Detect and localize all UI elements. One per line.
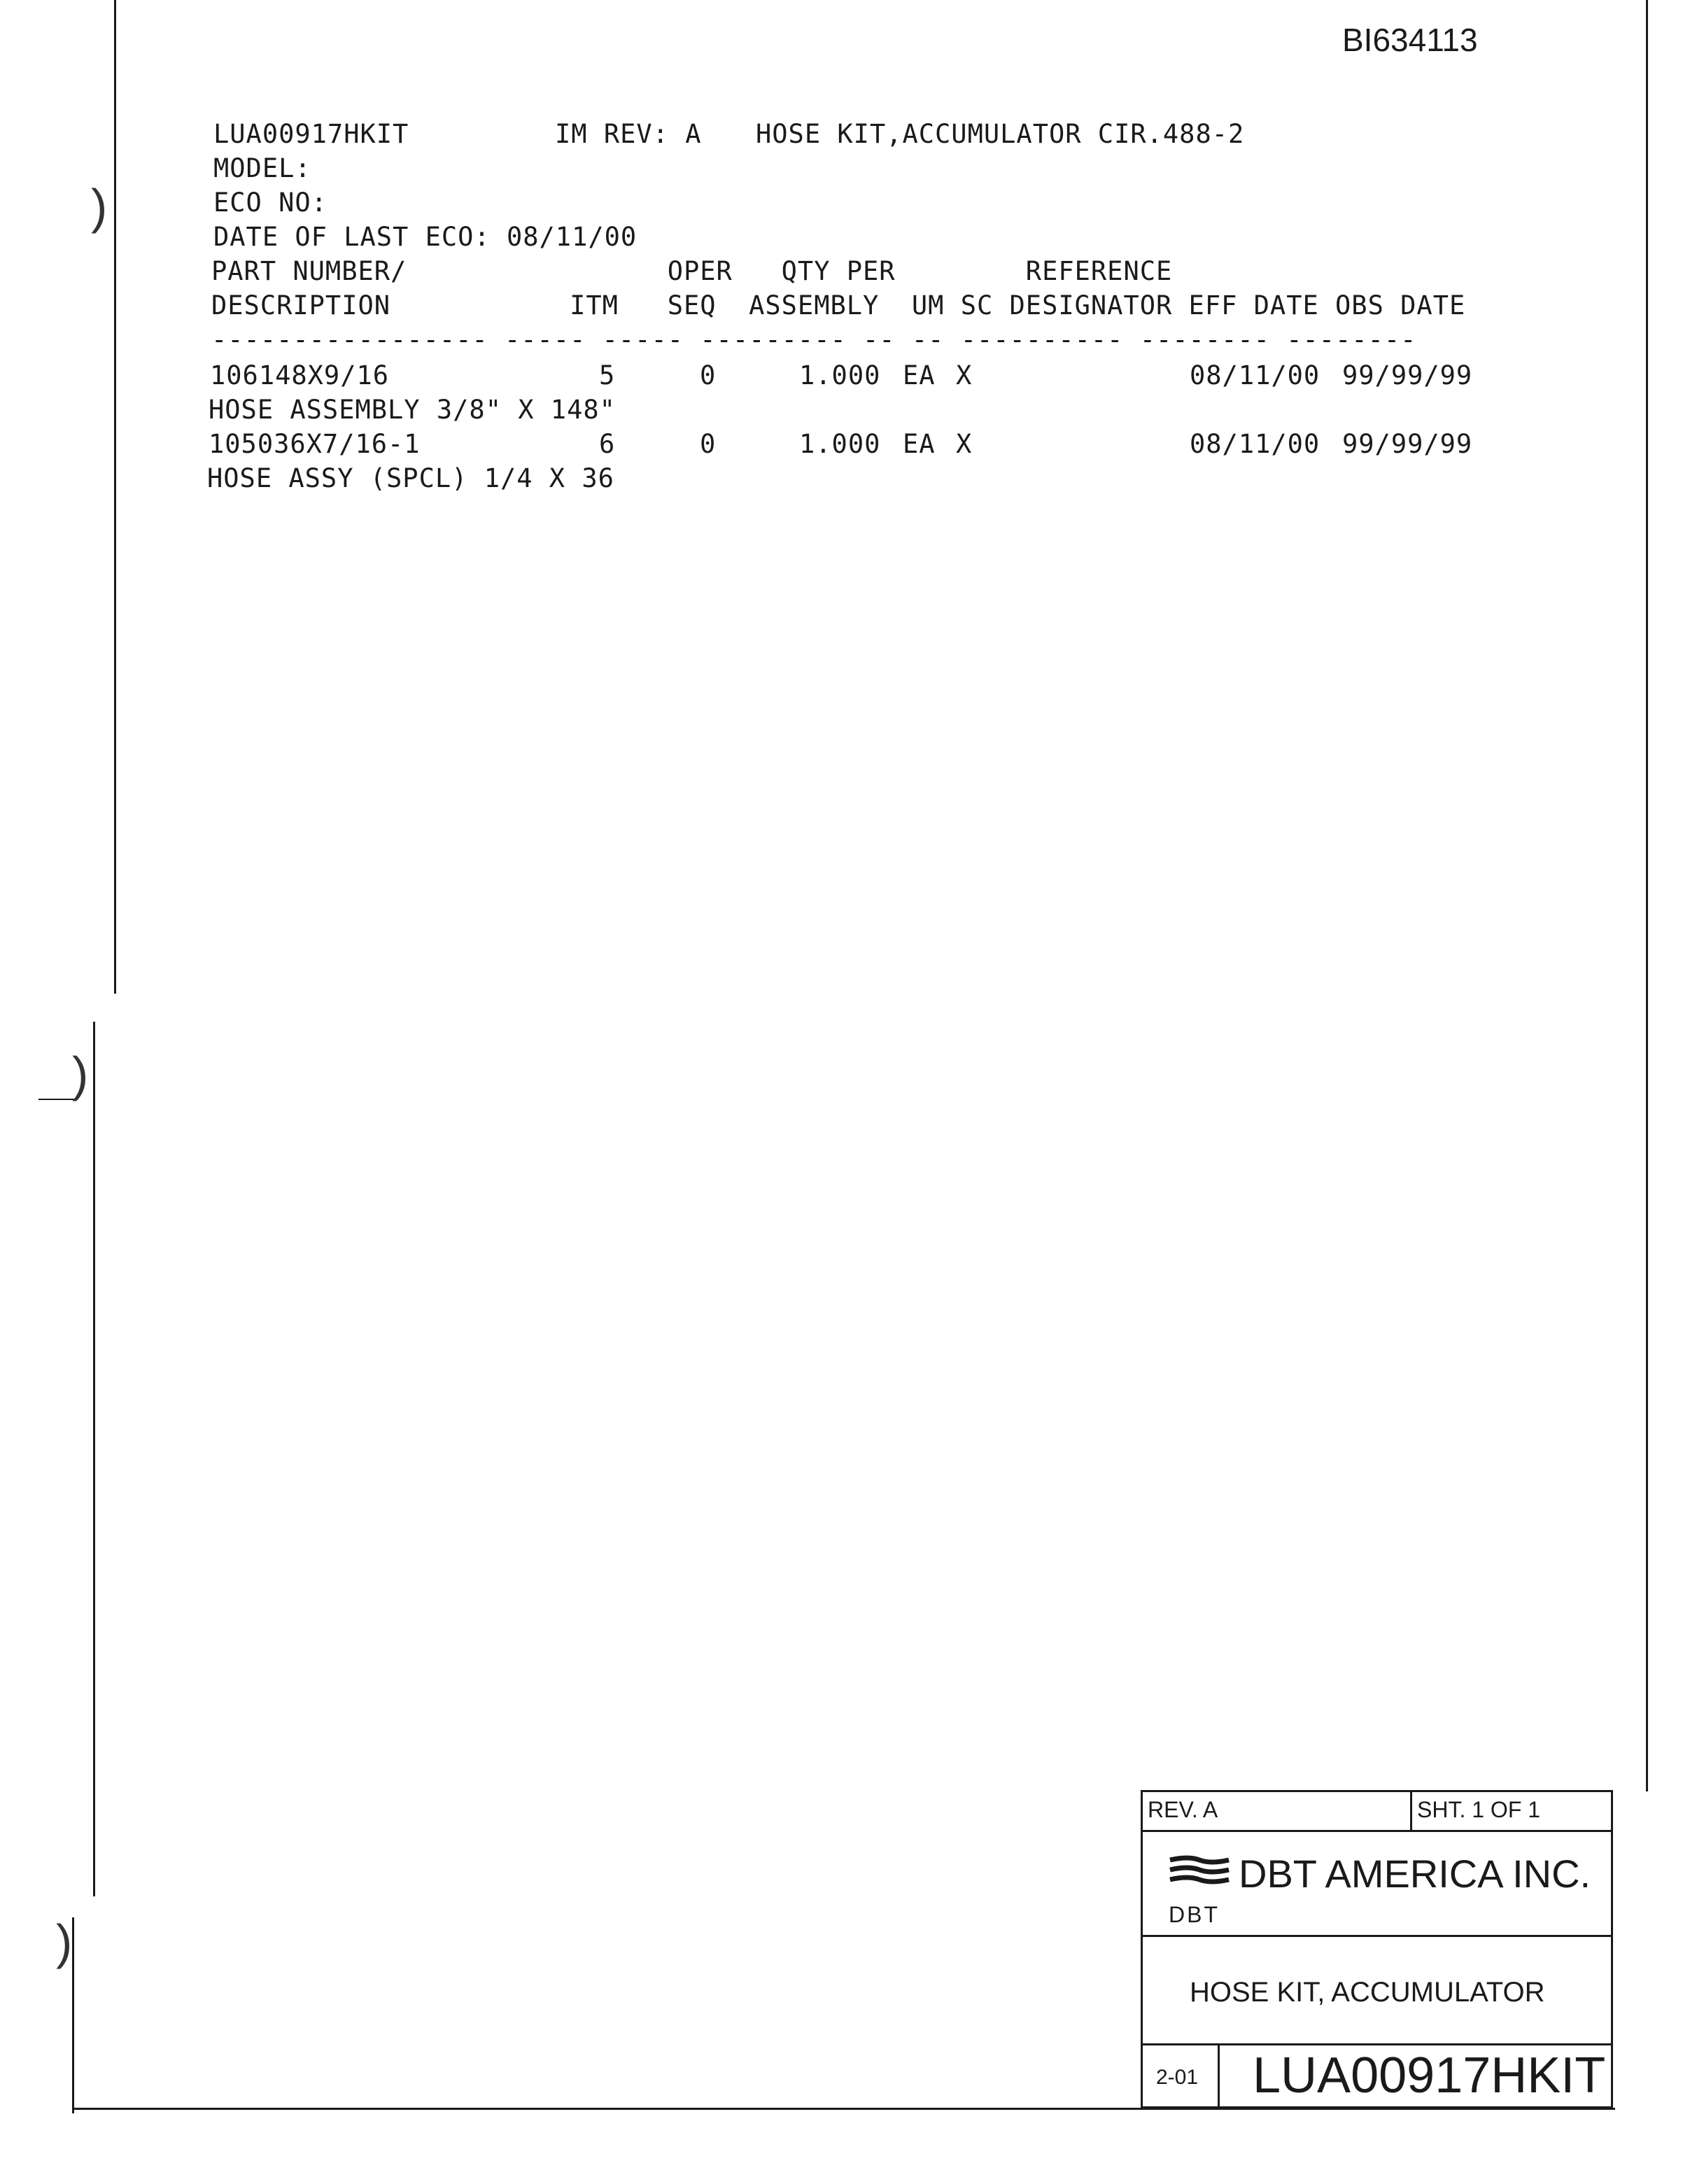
company-name: DBT AMERICA INC. (1239, 1852, 1591, 1896)
document-id: BI634113 (1342, 22, 1478, 58)
header-title: HOSE KIT,ACCUMULATOR CIR.488-2 (756, 119, 1245, 149)
row-description: HOSE ASSEMBLY 3/8" X 148" (209, 395, 616, 425)
header-im-rev: IM REV: A (555, 119, 702, 149)
right-border (1646, 0, 1648, 1791)
title-block-divider (1218, 2043, 1220, 2108)
dbt-logo-icon (1167, 1854, 1232, 1891)
sheet-label: SHT. 1 OF 1 (1417, 1797, 1541, 1822)
title-block-divider (1141, 1830, 1613, 1832)
binding-mark-line (38, 1099, 77, 1100)
drawing-code: 2-01 (1156, 2066, 1199, 2089)
header-date-last-eco: DATE OF LAST ECO: 08/11/00 (213, 222, 638, 252)
title-block-divider (1141, 2043, 1613, 2045)
row-description: HOSE ASSY (SPCL) 1/4 X 36 (207, 463, 614, 493)
row-obs-date: 99/99/99 (1342, 429, 1473, 459)
binding-mark: ) (56, 1915, 73, 1969)
binding-mark: ) (91, 179, 108, 234)
header-part-number: LUA00917HKIT (213, 119, 409, 149)
row-eff-date: 08/11/00 (1190, 360, 1321, 390)
row-sc: X (956, 429, 973, 459)
left-border-lower (93, 1022, 95, 1896)
row-part-number: 105036X7/16-1 (209, 429, 421, 459)
row-sc: X (956, 360, 973, 390)
row-itm: 5 (599, 360, 616, 390)
header-model: MODEL: (213, 153, 311, 183)
row-qty: 1.000 (799, 429, 881, 459)
row-oper-seq: 0 (700, 360, 717, 390)
title-block-divider (1410, 1790, 1412, 1832)
row-um: EA (903, 429, 936, 459)
header-eco-no: ECO NO: (213, 188, 328, 218)
left-border-bottom (72, 1917, 74, 2113)
binding-mark: ) (72, 1047, 89, 1101)
logo-text: DBT (1169, 1902, 1220, 1927)
drawing-title: HOSE KIT, ACCUMULATOR (1190, 1977, 1545, 2008)
rev-label: REV. A (1148, 1797, 1218, 1822)
left-border (114, 0, 116, 994)
column-header-line-1: PART NUMBER/ OPER QTY PER REFERENCE (211, 256, 1173, 286)
row-eff-date: 08/11/00 (1190, 429, 1321, 459)
title-block-divider (1141, 1935, 1613, 1937)
row-um: EA (903, 360, 936, 390)
row-oper-seq: 0 (700, 429, 717, 459)
drawing-number: LUA00917HKIT (1253, 2048, 1606, 2104)
row-obs-date: 99/99/99 (1342, 360, 1473, 390)
row-qty: 1.000 (799, 360, 881, 390)
column-header-line-2: DESCRIPTION ITM SEQ ASSEMBLY UM SC DESIGNATOR EFF DATE OBS DATE (211, 290, 1466, 320)
row-part-number: 106148X9/16 (210, 360, 390, 390)
column-header-dashes: ----------------- ----- ----- --------- -- -- ---------- -------- -------- (211, 325, 1417, 355)
row-itm: 6 (599, 429, 616, 459)
